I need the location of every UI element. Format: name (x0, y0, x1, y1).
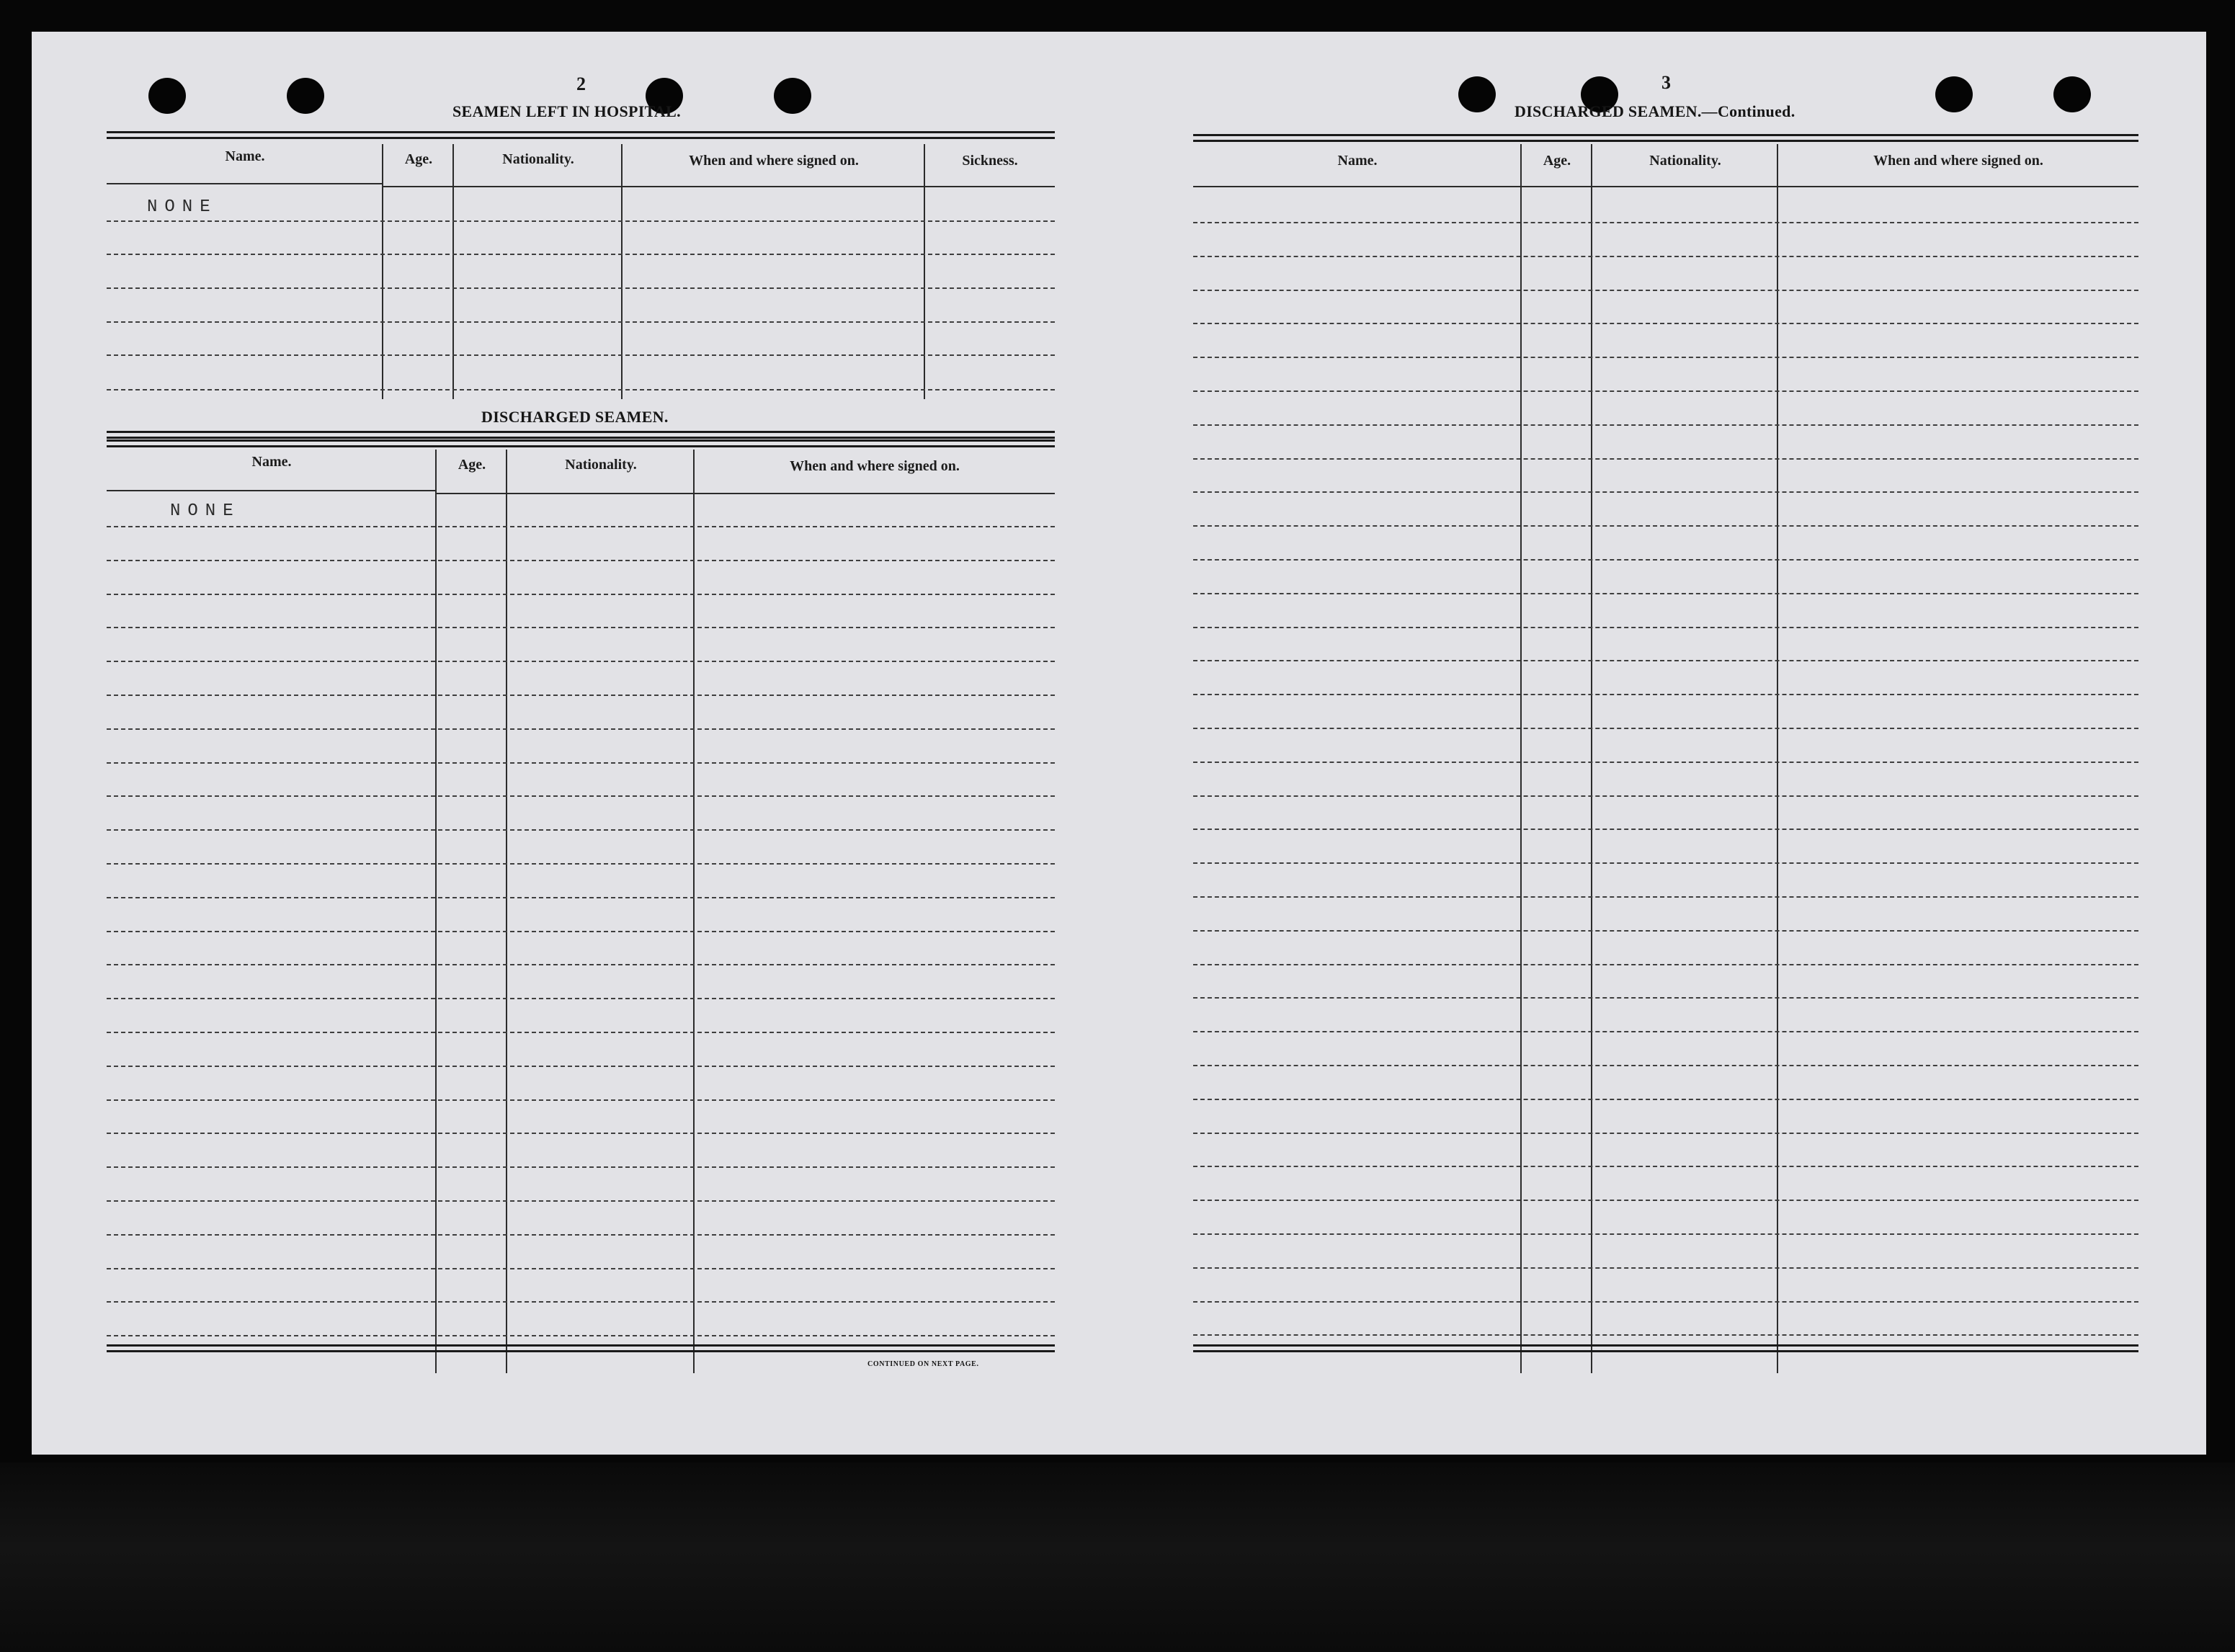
entry-line (1193, 728, 2138, 729)
top-rule (1193, 140, 2138, 142)
column-header-name: Name. (225, 148, 265, 164)
entry-line (1193, 559, 2138, 561)
column-header-sickness: Sickness. (962, 153, 1018, 169)
column-divider (621, 144, 623, 399)
entry-line (1193, 256, 2138, 257)
punch-hole (287, 78, 324, 114)
right-page-number: 3 (1661, 72, 1671, 93)
entry-line (1193, 1133, 2138, 1134)
header-rule (437, 493, 1055, 494)
entry-line (1193, 390, 2138, 392)
entry-line (107, 1066, 1055, 1067)
entry-line (1193, 1233, 2138, 1235)
header-rule (107, 490, 437, 491)
entry-line (107, 254, 1055, 255)
punch-hole (774, 78, 811, 114)
entry-line (107, 795, 1055, 797)
entry-line (107, 829, 1055, 831)
entry-line (1193, 1301, 2138, 1303)
top-rule (107, 445, 1055, 447)
column-divider (924, 144, 925, 399)
entry-line (107, 389, 1055, 390)
entry-line (1193, 930, 2138, 932)
column-divider (1777, 144, 1778, 1373)
entry-line (107, 1133, 1055, 1134)
continued-note: CONTINUED ON NEXT PAGE. (867, 1360, 979, 1368)
entry-line (1193, 762, 2138, 763)
entry-line (1193, 290, 2138, 291)
entry-line (107, 1200, 1055, 1202)
entry-line (1193, 1267, 2138, 1269)
entry-line (107, 220, 1055, 222)
entry-line (107, 321, 1055, 323)
entry-line (1193, 1031, 2138, 1032)
entry-line (1193, 997, 2138, 999)
column-header-age: Age. (404, 151, 433, 167)
entry-line (1193, 694, 2138, 695)
entry-line (1193, 862, 2138, 864)
entry-line (1193, 593, 2138, 594)
column-header-nationality: Nationality. (502, 151, 574, 167)
bottom-rule (107, 431, 1055, 433)
entry-line (1193, 660, 2138, 661)
entry-line (1193, 1334, 2138, 1336)
top-rule (107, 131, 1055, 133)
entry-line (1193, 424, 2138, 426)
top-rule (1193, 134, 2138, 136)
scanner-bed (0, 1463, 2235, 1652)
entry-line (107, 897, 1055, 898)
entry-line (1193, 627, 2138, 628)
discharged-section-title: DISCHARGED SEAMEN. (481, 408, 669, 426)
entry-line (1193, 964, 2138, 965)
entry-line (1193, 1065, 2138, 1066)
entry-line (107, 661, 1055, 662)
entry-line (1193, 896, 2138, 898)
bottom-rule (107, 1350, 1055, 1352)
entry-line (1193, 357, 2138, 358)
entry-line (107, 354, 1055, 356)
hospital-entry-none: NONE (147, 197, 218, 217)
entry-line (107, 1335, 1055, 1336)
column-header-age: Age. (458, 457, 486, 473)
left-page-number: 2 (576, 73, 586, 94)
header-rule (107, 183, 383, 184)
column-header-name: Name. (1337, 153, 1378, 169)
punch-hole (1458, 76, 1496, 112)
entry-line (107, 1301, 1055, 1303)
entry-line (107, 695, 1055, 696)
punch-hole (148, 78, 186, 114)
entry-line (1193, 1099, 2138, 1100)
column-divider (452, 144, 454, 399)
entry-line (1193, 458, 2138, 460)
column-header-age: Age. (1543, 153, 1571, 169)
top-rule (107, 137, 1055, 139)
entry-line (107, 728, 1055, 730)
column-divider (1520, 144, 1522, 1373)
column-header-nationality: Nationality. (565, 457, 637, 473)
punch-hole (2053, 76, 2091, 112)
entry-line (107, 1234, 1055, 1236)
entry-line (107, 1268, 1055, 1269)
entry-line (107, 964, 1055, 965)
entry-line (107, 1099, 1055, 1101)
hospital-section-title: SEAMEN LEFT IN HOSPITAL. (452, 102, 681, 120)
column-divider (1591, 144, 1592, 1373)
entry-line (107, 762, 1055, 764)
right-section-title: DISCHARGED SEAMEN.—Continued. (1514, 102, 1795, 120)
bottom-rule (107, 1344, 1055, 1347)
entry-line (107, 931, 1055, 932)
entry-line (107, 627, 1055, 628)
header-rule (1193, 186, 2138, 187)
column-divider (382, 144, 383, 399)
entry-line (107, 1166, 1055, 1168)
document-sheet (32, 32, 2206, 1455)
entry-line (1193, 795, 2138, 797)
entry-line (1193, 1200, 2138, 1201)
column-header-signed-on: When and where signed on. (790, 458, 960, 474)
bottom-rule (107, 437, 1055, 439)
entry-line (1193, 323, 2138, 324)
column-header-signed-on: When and where signed on. (1873, 153, 2043, 169)
entry-line (1193, 525, 2138, 527)
entry-line (1193, 829, 2138, 830)
punch-hole (1935, 76, 1973, 112)
column-header-signed-on: When and where signed on. (689, 153, 859, 169)
column-header-name: Name. (251, 454, 292, 470)
column-header-nationality: Nationality. (1649, 153, 1721, 169)
entry-line (1193, 491, 2138, 493)
entry-line (107, 560, 1055, 561)
entry-line (107, 1032, 1055, 1033)
bottom-rule (1193, 1350, 2138, 1352)
header-rule (383, 186, 1055, 187)
entry-line (1193, 222, 2138, 223)
entry-line (107, 998, 1055, 999)
discharged-entry-none: NONE (170, 501, 241, 521)
entry-line (107, 526, 1055, 527)
entry-line (1193, 1166, 2138, 1167)
bottom-rule (1193, 1344, 2138, 1347)
entry-line (107, 594, 1055, 595)
top-rule (107, 439, 1055, 442)
entry-line (107, 287, 1055, 289)
entry-line (107, 863, 1055, 865)
